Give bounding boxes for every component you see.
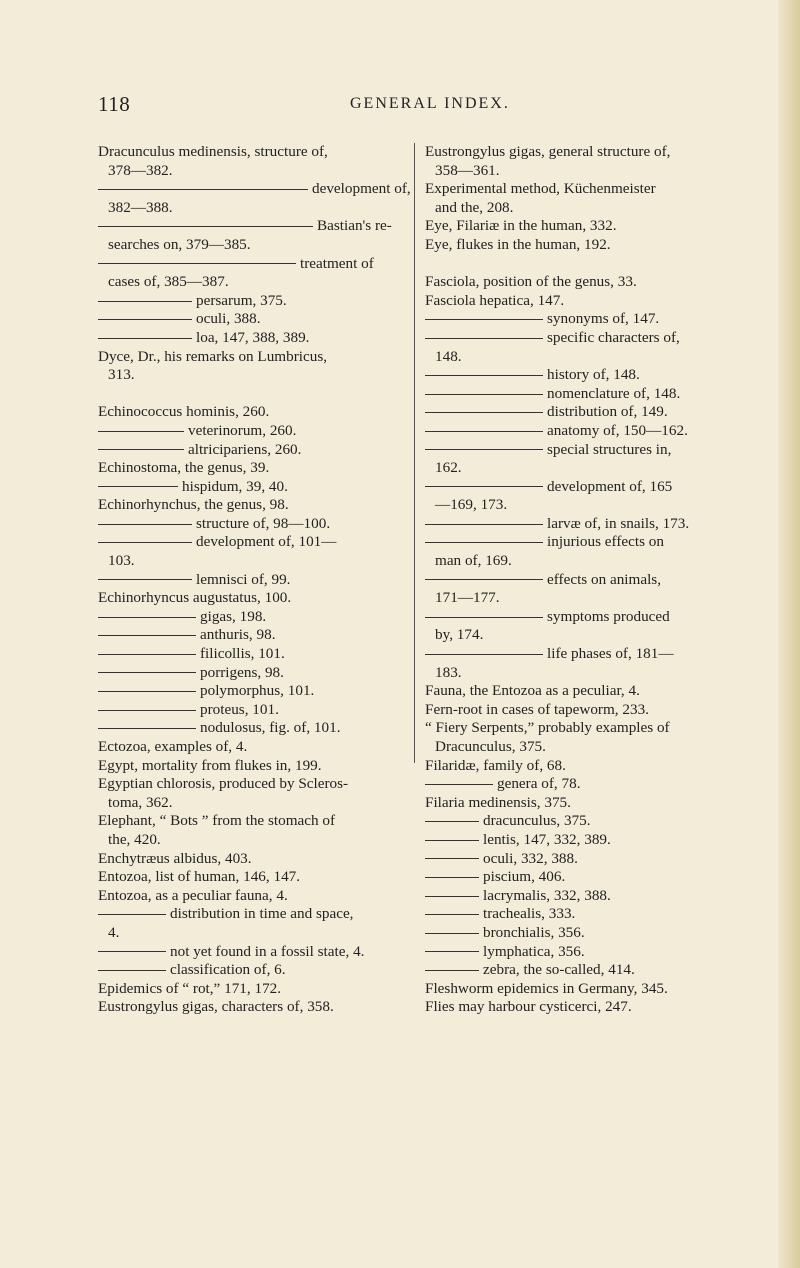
- index-entry: [98, 775, 416, 794]
- index-entry: [98, 831, 416, 850]
- index-entry-text: Fasciola, position of the genus, 33.: [425, 273, 637, 291]
- index-entry-text: porrigens, 98.: [200, 663, 284, 681]
- index-entry-text: “ Fiery Serpents,” probably examples of: [425, 719, 670, 737]
- index-entry: [425, 719, 743, 738]
- index-entry: [425, 496, 743, 515]
- index-entry: [425, 292, 743, 311]
- index-entry: [98, 682, 416, 701]
- index-entry: [98, 422, 416, 441]
- index-entry-text: structure of, 98—100.: [196, 514, 331, 532]
- index-entry: [98, 478, 416, 497]
- index-entry: [98, 645, 416, 664]
- ditto-dash: [98, 226, 313, 227]
- index-entry-text: altricipariens, 260.: [188, 440, 302, 458]
- index-entry: [425, 329, 743, 348]
- index-entry-text: Filaria medinensis, 375.: [425, 793, 571, 811]
- ditto-dash: [425, 375, 543, 376]
- index-entry-text: larvæ of, in snails, 173.: [547, 514, 690, 532]
- index-entry-text: toma, 362.: [108, 793, 173, 811]
- index-entry: [425, 682, 743, 701]
- index-entry-text: distribution in time and space,: [170, 905, 354, 923]
- index-entry: [425, 794, 743, 813]
- ditto-dash: [98, 951, 166, 952]
- index-entry: [425, 905, 743, 924]
- ditto-dash: [425, 412, 543, 413]
- index-entry: [98, 366, 416, 385]
- index-entry: [98, 719, 416, 738]
- index-entry: [98, 552, 416, 571]
- index-entry: [98, 496, 416, 515]
- index-entry: [425, 515, 743, 534]
- ditto-dash: [425, 896, 479, 897]
- index-entry-text: Eye, Filariæ in the human, 332.: [425, 217, 617, 235]
- index-entry: [425, 589, 743, 608]
- ditto-dash: [425, 877, 479, 878]
- index-entry: [425, 645, 743, 664]
- index-column-left: [98, 143, 416, 1017]
- index-entry: [425, 701, 743, 720]
- index-entry-text: trachealis, 333.: [483, 905, 576, 923]
- ditto-dash: [98, 970, 166, 971]
- index-entry: [425, 998, 743, 1017]
- index-entry-text: life phases of, 181—: [547, 645, 674, 663]
- ditto-dash: [98, 654, 196, 655]
- ditto-dash: [98, 617, 196, 618]
- ditto-dash: [98, 263, 296, 264]
- entry-gap: [98, 385, 416, 404]
- index-entry: [425, 812, 743, 831]
- ditto-dash: [425, 319, 543, 320]
- index-entry: [98, 626, 416, 645]
- index-entry-text: piscium, 406.: [483, 868, 566, 886]
- index-entry-text: 358—361.: [435, 161, 500, 179]
- index-entry-text: development of, 165: [547, 477, 673, 495]
- ditto-dash: [98, 710, 196, 711]
- index-entry-text: Entozoa, list of human, 146, 147.: [98, 868, 301, 886]
- index-entry-text: 313.: [108, 366, 135, 384]
- index-entry-text: cases of, 385—387.: [108, 273, 229, 291]
- index-entry: [425, 980, 743, 999]
- index-entry: [425, 626, 743, 645]
- index-entry-text: 183.: [435, 663, 462, 681]
- index-entry-text: Dracunculus medinensis, structure of,: [98, 143, 328, 160]
- ditto-dash: [425, 970, 479, 971]
- index-entry: [98, 961, 416, 980]
- index-entry-text: Fern-root in cases of tapeworm, 233.: [425, 700, 649, 718]
- ditto-dash: [425, 524, 543, 525]
- index-entry-text: veterinorum, 260.: [188, 421, 297, 439]
- index-entry: [425, 533, 743, 552]
- index-entry: [98, 310, 416, 329]
- index-entry: [425, 236, 743, 255]
- ditto-dash: [98, 189, 308, 190]
- index-entry: [425, 459, 743, 478]
- index-entry-text: persarum, 375.: [196, 291, 287, 309]
- index-entry: [98, 329, 416, 348]
- ditto-dash: [98, 542, 192, 543]
- index-entry: [425, 273, 743, 292]
- index-entry: [98, 441, 416, 460]
- index-entry-text: nomenclature of, 148.: [547, 384, 681, 402]
- index-entry: [98, 459, 416, 478]
- index-entry: [98, 757, 416, 776]
- index-entry-text: man of, 169.: [435, 552, 512, 570]
- index-entry-text: 4.: [108, 923, 120, 941]
- index-entry: [425, 441, 743, 460]
- index-entry: [98, 924, 416, 943]
- index-entry: [425, 738, 743, 757]
- index-entry-text: injurious effects on: [547, 533, 664, 551]
- index-entry-text: history of, 148.: [547, 366, 640, 384]
- index-entry: [425, 162, 743, 181]
- index-entry-text: Flies may harbour cysticerci, 247.: [425, 998, 632, 1016]
- ditto-dash: [98, 579, 192, 580]
- ditto-dash: [98, 449, 184, 450]
- index-entry-text: 378—382.: [108, 161, 173, 179]
- index-entry-text: Echinostoma, the genus, 39.: [98, 459, 270, 477]
- index-entry-text: symptoms produced: [547, 607, 670, 625]
- index-entry-text: Eustrongylus gigas, characters of, 358.: [98, 998, 334, 1016]
- ditto-dash: [425, 579, 543, 580]
- index-column-right: [425, 143, 743, 1017]
- index-entry: [98, 850, 416, 869]
- index-entry-text: development of, 101—: [196, 533, 337, 551]
- index-entry: [98, 292, 416, 311]
- ditto-dash: [425, 486, 543, 487]
- index-entry: [425, 422, 743, 441]
- index-entry-text: Fauna, the Entozoa as a peculiar, 4.: [425, 682, 640, 700]
- ditto-dash: [425, 449, 543, 450]
- index-entry-text: bronchialis, 356.: [483, 923, 585, 941]
- index-entry: [98, 515, 416, 534]
- ditto-dash: [425, 840, 479, 841]
- index-entry-text: Epidemics of “ rot,” 171, 172.: [98, 979, 282, 997]
- column-divider: [414, 143, 415, 763]
- index-entry: [98, 887, 416, 906]
- index-entry-text: lymphatica, 356.: [483, 942, 585, 960]
- index-entry: [425, 571, 743, 590]
- ditto-dash: [98, 319, 192, 320]
- index-entry-text: Egyptian chlorosis, produced by Scleros-: [98, 775, 349, 793]
- index-entry: [98, 794, 416, 813]
- ditto-dash: [425, 858, 479, 859]
- ditto-dash: [425, 951, 479, 952]
- ditto-dash: [425, 338, 543, 339]
- index-entry-text: gigas, 198.: [200, 607, 267, 625]
- index-entry: [425, 961, 743, 980]
- page-edge: [778, 0, 800, 1268]
- index-entry: [98, 998, 416, 1017]
- index-entry-text: development of,: [312, 180, 411, 198]
- index-entry-text: specific characters of,: [547, 328, 680, 346]
- entry-gap: [425, 255, 743, 274]
- index-entry-text: special structures in,: [547, 440, 672, 458]
- index-entry: [425, 310, 743, 329]
- index-entry-text: loa, 147, 388, 389.: [196, 328, 310, 346]
- index-entry: [425, 831, 743, 850]
- index-entry: [98, 143, 416, 162]
- index-entry: [98, 348, 416, 367]
- index-entry: [425, 478, 743, 497]
- index-entry: [425, 868, 743, 887]
- index-entry-text: nodulosus, fig. of, 101.: [200, 719, 341, 737]
- index-entry-text: Dracunculus, 375.: [435, 738, 546, 755]
- index-entry: [425, 180, 743, 199]
- index-entry: [425, 775, 743, 794]
- page-number: 118: [98, 92, 131, 116]
- index-entry-text: zebra, the so-called, 414.: [483, 961, 635, 979]
- index-entry-text: proteus, 101.: [200, 700, 279, 718]
- index-entry: [425, 552, 743, 571]
- index-entry: [98, 571, 416, 590]
- index-entry: [98, 180, 416, 199]
- index-entry-text: by, 174.: [435, 626, 484, 644]
- index-entry-text: 148.: [435, 347, 462, 365]
- ditto-dash: [425, 654, 543, 655]
- index-entry: [425, 403, 743, 422]
- index-entry: [425, 850, 743, 869]
- index-entry-text: Eye, flukes in the human, 192.: [425, 235, 611, 253]
- index-entry: [98, 533, 416, 552]
- index-entry-text: treatment of: [300, 254, 374, 272]
- index-entry: [98, 943, 416, 962]
- index-entry-text: the, 420.: [108, 830, 161, 848]
- ditto-dash: [425, 914, 479, 915]
- index-entry-text: anatomy of, 150—162.: [547, 421, 688, 439]
- index-entry: [98, 905, 416, 924]
- index-entry-text: Enchytræus albidus, 403.: [98, 849, 252, 867]
- index-entry: [425, 943, 743, 962]
- index-entry-text: Elephant, “ Bots ” from the stomach of: [98, 812, 336, 830]
- index-entry: [425, 757, 743, 776]
- ditto-dash: [425, 784, 493, 785]
- index-entry: [425, 366, 743, 385]
- ditto-dash: [98, 914, 166, 915]
- index-entry-text: Eustrongylus gigas, general structure of,: [425, 143, 671, 160]
- ditto-dash: [425, 933, 479, 934]
- index-entry-text: distribution of, 149.: [547, 403, 668, 421]
- index-entry: [425, 608, 743, 627]
- index-entry: [98, 217, 416, 236]
- index-entry-text: Echinorhyncus augustatus, 100.: [98, 589, 292, 607]
- ditto-dash: [425, 542, 543, 543]
- index-entry: [98, 738, 416, 757]
- index-entry: [98, 199, 416, 218]
- index-entry: [425, 664, 743, 683]
- index-entry-text: Entozoa, as a peculiar fauna, 4.: [98, 886, 288, 904]
- index-entry: [98, 608, 416, 627]
- index-entry: [425, 348, 743, 367]
- ditto-dash: [98, 486, 178, 487]
- index-entry-text: 162.: [435, 459, 462, 477]
- index-entry-text: Bastian's re-: [317, 217, 392, 235]
- index-entry-text: Fasciola hepatica, 147.: [425, 291, 565, 309]
- ditto-dash: [425, 617, 543, 618]
- index-entry-text: synonyms of, 147.: [547, 310, 660, 328]
- index-entry-text: classification of, 6.: [170, 961, 286, 979]
- index-entry: [425, 217, 743, 236]
- index-entry: [98, 403, 416, 422]
- ditto-dash: [425, 394, 543, 395]
- index-entry: [98, 980, 416, 999]
- index-entry-text: searches on, 379—385.: [108, 235, 251, 253]
- index-entry-text: polymorphus, 101.: [200, 682, 315, 700]
- index-entry-text: Filaridæ, family of, 68.: [425, 756, 566, 774]
- index-entry-text: dracunculus, 375.: [483, 812, 591, 830]
- index-entry-text: Fleshworm epidemics in Germany, 345.: [425, 979, 668, 997]
- index-entry-text: anthuris, 98.: [200, 626, 276, 644]
- index-entry-text: Echinorhynchus, the genus, 98.: [98, 496, 289, 514]
- ditto-dash: [98, 728, 196, 729]
- index-entry: [98, 162, 416, 181]
- index-entry-text: effects on animals,: [547, 570, 662, 588]
- index-entry-text: not yet found in a fossil state, 4.: [170, 942, 365, 960]
- index-entry: [98, 812, 416, 831]
- index-entry: [98, 273, 416, 292]
- index-entry-text: Ectozoa, examples of, 4.: [98, 738, 248, 755]
- index-entry-text: 382—388.: [108, 198, 173, 216]
- index-entry-text: Dyce, Dr., his remarks on Lumbricus,: [98, 347, 328, 365]
- index-entry: [425, 887, 743, 906]
- index-entry-text: 171—177.: [435, 589, 500, 607]
- ditto-dash: [98, 338, 192, 339]
- ditto-dash: [98, 431, 184, 432]
- index-entry-text: lemnisci of, 99.: [196, 570, 291, 588]
- index-entry: [425, 143, 743, 162]
- index-entry-text: oculi, 388.: [196, 310, 261, 328]
- index-entry-text: filicollis, 101.: [200, 645, 285, 663]
- index-entry-text: oculi, 332, 388.: [483, 849, 578, 867]
- index-entry: [98, 589, 416, 608]
- index-entry: [98, 664, 416, 683]
- index-entry-text: hispidum, 39, 40.: [182, 477, 288, 495]
- index-entry: [425, 924, 743, 943]
- ditto-dash: [98, 672, 196, 673]
- ditto-dash: [98, 691, 196, 692]
- ditto-dash: [425, 431, 543, 432]
- index-entry: [425, 199, 743, 218]
- index-entry-text: lacrymalis, 332, 388.: [483, 886, 611, 904]
- index-entry: [98, 236, 416, 255]
- index-entry-text: Experimental method, Küchenmeister: [425, 180, 656, 198]
- index-entry-text: —169, 173.: [435, 496, 508, 514]
- index-entry-text: Echinococcus hominis, 260.: [98, 403, 270, 421]
- ditto-dash: [98, 524, 192, 525]
- index-entry-text: 103.: [108, 552, 135, 570]
- index-entry-text: and the, 208.: [435, 198, 514, 216]
- ditto-dash: [98, 301, 192, 302]
- index-entry: [98, 255, 416, 274]
- running-head: GENERAL INDEX.: [350, 95, 510, 112]
- index-entry-text: lentis, 147, 332, 389.: [483, 830, 611, 848]
- index-entry-text: Egypt, mortality from flukes in, 199.: [98, 756, 322, 774]
- index-entry: [98, 701, 416, 720]
- index-entry-text: genera of, 78.: [497, 775, 581, 793]
- ditto-dash: [425, 821, 479, 822]
- index-entry: [98, 868, 416, 887]
- ditto-dash: [98, 635, 196, 636]
- index-entry: [425, 385, 743, 404]
